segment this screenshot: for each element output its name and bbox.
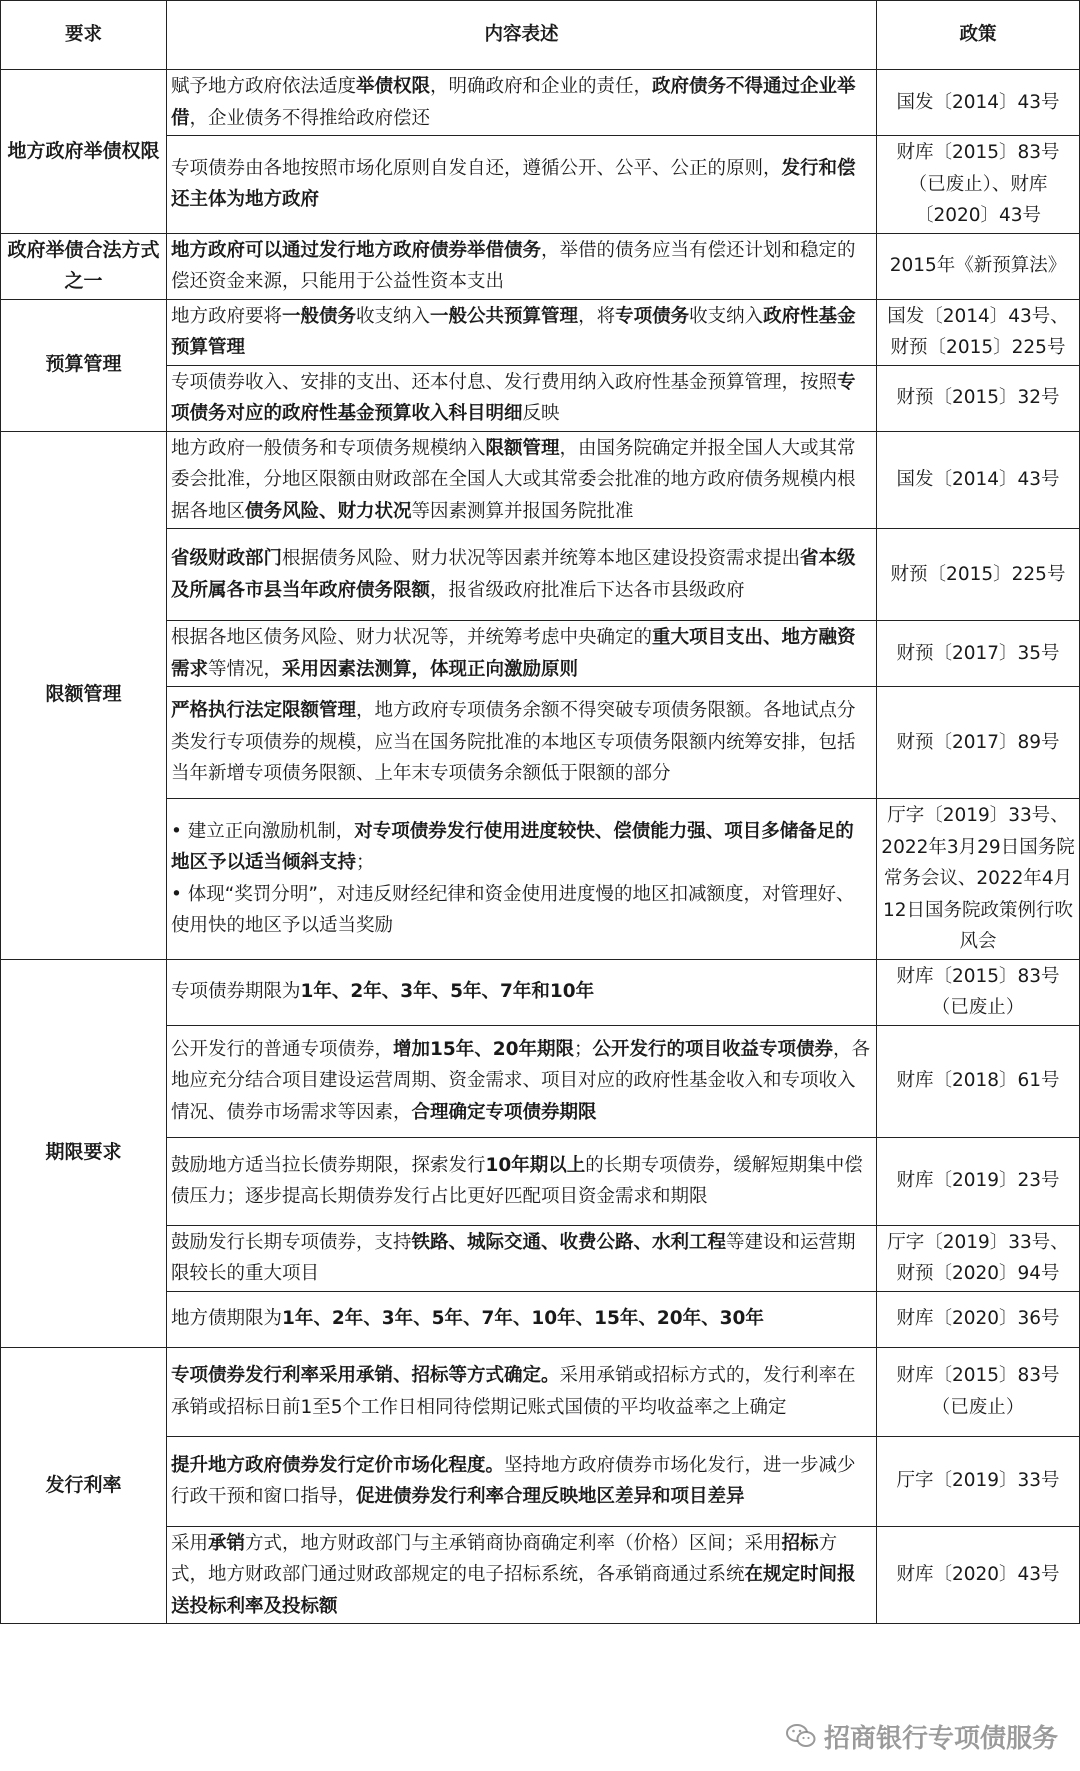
- bullet-item: [171, 816, 872, 879]
- text-segment: 方式，地方财政部门与主承销商协商确定利率（价格）区间；采用: [245, 1532, 782, 1554]
- bold-text: 专项债务对应的政府性基金预算收入科目明细: [171, 371, 856, 424]
- bold-text: 公开发行的项目收益专项债券: [592, 1038, 834, 1060]
- policy-cell: 2015年《新预算法》: [877, 233, 1080, 299]
- bold-text: 促进债券发行利率合理反映地区差异和项目差异: [356, 1486, 745, 1507]
- bold-text: 省级财政部门: [171, 548, 283, 569]
- policy-cell: 财预〔2017〕89号: [877, 687, 1080, 799]
- text-segment: ，报省级政府批准后下达各市县级政府: [430, 579, 745, 601]
- text-segment: 采用: [171, 1532, 209, 1554]
- text-segment: 公开发行的普通专项债券，: [171, 1038, 394, 1060]
- policy-cell: 国发〔2014〕43号: [877, 431, 1080, 529]
- category-cell: 政府举债合法方式之一: [1, 233, 167, 299]
- content-cell: [167, 1137, 877, 1225]
- text-segment: 的长期专项债券，缓解短期集中偿债压力；逐步提高长期债券发行占比更好匹配项目资金需求和期限: [171, 1154, 863, 1207]
- content-cell: [167, 1526, 877, 1624]
- category-cell: 发行利率: [1, 1347, 167, 1624]
- policy-cell: 厅字〔2019〕33号、2022年3月29日国务院常务会议、2022年4月12日国务院政策例行吹风会: [877, 799, 1080, 960]
- text-segment: ，企业债务不得推给政府偿还: [189, 107, 431, 129]
- bold-text: 地方政府可以通过发行地方政府债券举借债务: [171, 239, 542, 261]
- policy-cell: 厅字〔2019〕33号: [877, 1436, 1080, 1526]
- bold-text: 对专项债券发行使用进度较快、偿债能力强、项目多储备足的地区予以适当倾斜支持: [171, 820, 854, 874]
- text-segment: 反映: [522, 403, 560, 424]
- content-cell: [167, 959, 877, 1025]
- text-segment: 赋予地方政府依法适度: [171, 76, 357, 97]
- bold-text: 提升地方政府债券发行定价市场化程度。: [171, 1454, 505, 1476]
- bold-text: 举债权限: [356, 76, 431, 97]
- text-segment: 方式，地方财政部门通过财政部规定的电子招标系统，各承销商通过系统: [171, 1532, 838, 1585]
- bold-text: 合理确定专项债券期限: [411, 1101, 597, 1123]
- content-cell: [167, 621, 877, 687]
- text-segment: ，举借的债务应当有偿还计划和稳定的偿还资金来源，只能用于公益性资本支出: [171, 239, 856, 292]
- bold-text: 专项债务: [615, 305, 690, 327]
- policy-cell: 财预〔2017〕35号: [877, 621, 1080, 687]
- table-row: [1, 1347, 1080, 1436]
- content-cell: [167, 1225, 877, 1291]
- text-segment: ，明确政府和企业的责任，: [430, 76, 653, 97]
- header-content: 内容表述: [167, 1, 877, 70]
- text-segment: ，将: [578, 305, 616, 327]
- text-segment: ，各地应充分结合项目建设运营周期、资金需求、项目对应的政府性基金收入和专项收入情况、债券市场需求等因素，: [171, 1038, 871, 1123]
- bold-text: 1年、2年、3年、5年、7年、10年、15年、20年、30年: [282, 1308, 764, 1330]
- text-segment: • 体现“奖罚分明”，对违反财经纪律和资金使用进度慢的地区扣减额度，对管理好、使用快的地区予以适当奖励: [171, 883, 855, 937]
- content-cell: [167, 233, 877, 299]
- text-segment: 专项债券期限为: [171, 981, 301, 1003]
- content-cell: [167, 136, 877, 234]
- bold-text: 在规定时间报送投标利率及投标额: [171, 1564, 856, 1617]
- wechat-icon: [786, 1723, 816, 1749]
- policy-cell: 财库〔2015〕83号（已废止）、财库〔2020〕43号: [877, 136, 1080, 234]
- policy-cell: 财库〔2015〕83号（已废止）: [877, 959, 1080, 1025]
- text-segment: 收支纳入: [356, 305, 431, 327]
- bold-text: 限额管理: [485, 437, 560, 459]
- content-cell: [167, 365, 877, 431]
- bold-text: 一般公共预算管理: [430, 305, 579, 327]
- policy-cell: 厅字〔2019〕33号、财预〔2020〕94号: [877, 1225, 1080, 1291]
- policy-cell: 财预〔2015〕32号: [877, 365, 1080, 431]
- header-requirement: 要求: [1, 1, 167, 70]
- category-cell: 限额管理: [1, 431, 167, 959]
- content-cell: [167, 70, 877, 136]
- watermark: [786, 1716, 1058, 1756]
- text-segment: 地方债期限为: [171, 1308, 283, 1330]
- table-row: [1, 70, 1080, 136]
- bold-text: 铁路、城际交通、收费公路、水利工程: [411, 1231, 727, 1253]
- policy-cell: 国发〔2014〕43号: [877, 70, 1080, 136]
- text-segment: ，地方政府专项债务余额不得突破专项债务限额。各地试点分类发行专项债券的规模，应当在国务院批准的本地区专项债务限额内统筹安排，包括当年新增专项债务限额、上年末专项债务余额低于限额的部分: [171, 700, 856, 785]
- text-segment: • 建立正向激励机制，: [171, 820, 355, 842]
- text-segment: 地方政府一般债务和专项债务规模纳入: [171, 437, 486, 459]
- text-segment: 等情况，: [208, 658, 283, 680]
- watermark-text: 招商银行专项债服务: [823, 1723, 1058, 1754]
- policy-cell: 财库〔2018〕61号: [877, 1025, 1080, 1137]
- text-segment: ；: [356, 852, 375, 874]
- bold-text: 1年、2年、3年、5年、7年和10年: [300, 981, 595, 1003]
- text-segment: 等因素测算并报国务院批准: [411, 500, 634, 522]
- bold-text: 采用因素法测算，体现正向激励原则: [282, 658, 579, 680]
- policy-cell: 财库〔2015〕83号（已废止）: [877, 1347, 1080, 1436]
- bold-text: 政府性基金预算管理: [171, 305, 856, 358]
- header-policy: 政策: [877, 1, 1080, 70]
- text-segment: 等建设和运营期限较长的重大项目: [171, 1231, 856, 1284]
- bold-text: 承销: [208, 1532, 246, 1554]
- content-cell: [167, 529, 877, 621]
- content-cell: [167, 1025, 877, 1137]
- category-cell: 预算管理: [1, 299, 167, 431]
- policy-cell: 财库〔2020〕43号: [877, 1526, 1080, 1624]
- text-segment: 专项债券收入、安排的支出、还本付息、发行费用纳入政府性基金预算管理，按照: [171, 371, 838, 393]
- policy-cell: 国发〔2014〕43号、财预〔2015〕225号: [877, 299, 1080, 365]
- text-segment: 鼓励地方适当拉长债券期限，探索发行: [171, 1154, 486, 1176]
- bold-text: 10年期以上: [485, 1154, 586, 1176]
- content-cell: [167, 687, 877, 799]
- text-segment: 坚持地方政府债券市场化发行，进一步减少行政干预和窗口指导，: [171, 1454, 856, 1507]
- category-cell: 期限要求: [1, 959, 167, 1347]
- bold-text: 严格执行法定限额管理: [171, 700, 357, 722]
- policy-cell: 财库〔2019〕23号: [877, 1137, 1080, 1225]
- policy-cell: 财库〔2020〕36号: [877, 1291, 1080, 1347]
- bold-text: 重大项目支出、地方融资需求: [171, 627, 856, 680]
- content-cell: [167, 1291, 877, 1347]
- category-cell: 地方政府举债权限: [1, 70, 167, 234]
- bold-text: 招标: [781, 1532, 819, 1554]
- text-segment: 根据各地区债务风险、财力状况等，并统筹考虑中央确定的: [171, 627, 653, 648]
- content-cell: [167, 431, 877, 529]
- header-row: [1, 1, 1080, 70]
- content-cell: [167, 799, 877, 960]
- text-segment: 收支纳入: [689, 305, 764, 327]
- content-cell: [167, 1436, 877, 1526]
- text-segment: ，由国务院确定并报全国人大或其常委会批准，分地区限额由财政部在全国人大或其常委会批准的地方政府债务规模内根据各地区: [171, 437, 856, 522]
- bold-text: 债务风险、财力状况: [245, 500, 412, 522]
- content-cell: [167, 299, 877, 365]
- bold-text: 一般债务: [282, 305, 357, 327]
- bullet-item: [171, 879, 872, 942]
- text-segment: 鼓励发行长期专项债券，支持: [171, 1231, 412, 1253]
- text-segment: 专项债券由各地按照市场化原则自发自还，遵循公开、公平、公正的原则，: [171, 157, 782, 179]
- bold-text: 增加15年、20年期限: [393, 1038, 575, 1060]
- table-row: [1, 431, 1080, 529]
- table-row: [1, 233, 1080, 299]
- bold-text: 政府债务不得通过企业举借: [171, 76, 856, 129]
- table-body: [1, 70, 1080, 1624]
- content-cell: [167, 1347, 877, 1436]
- text-segment: 地方政府要将: [171, 305, 283, 327]
- bold-text: 发行和偿还主体为地方政府: [171, 157, 856, 211]
- bold-text: 省本级及所属各市县当年政府债务限额: [171, 548, 856, 601]
- bold-text: 专项债券发行利率采用承销、招标等方式确定。: [171, 1365, 560, 1386]
- text-segment: 采用承销或招标方式的，发行利率在承销或招标日前1至5个工作日相同待偿期记账式国债的平均收益率之上确定: [171, 1365, 856, 1418]
- table-row: [1, 959, 1080, 1025]
- table-row: [1, 299, 1080, 365]
- text-segment: 根据债务风险、财力状况等因素并统筹本地区建设投资需求提出: [282, 548, 801, 569]
- policy-cell: 财预〔2015〕225号: [877, 529, 1080, 621]
- text-segment: ；: [574, 1038, 593, 1060]
